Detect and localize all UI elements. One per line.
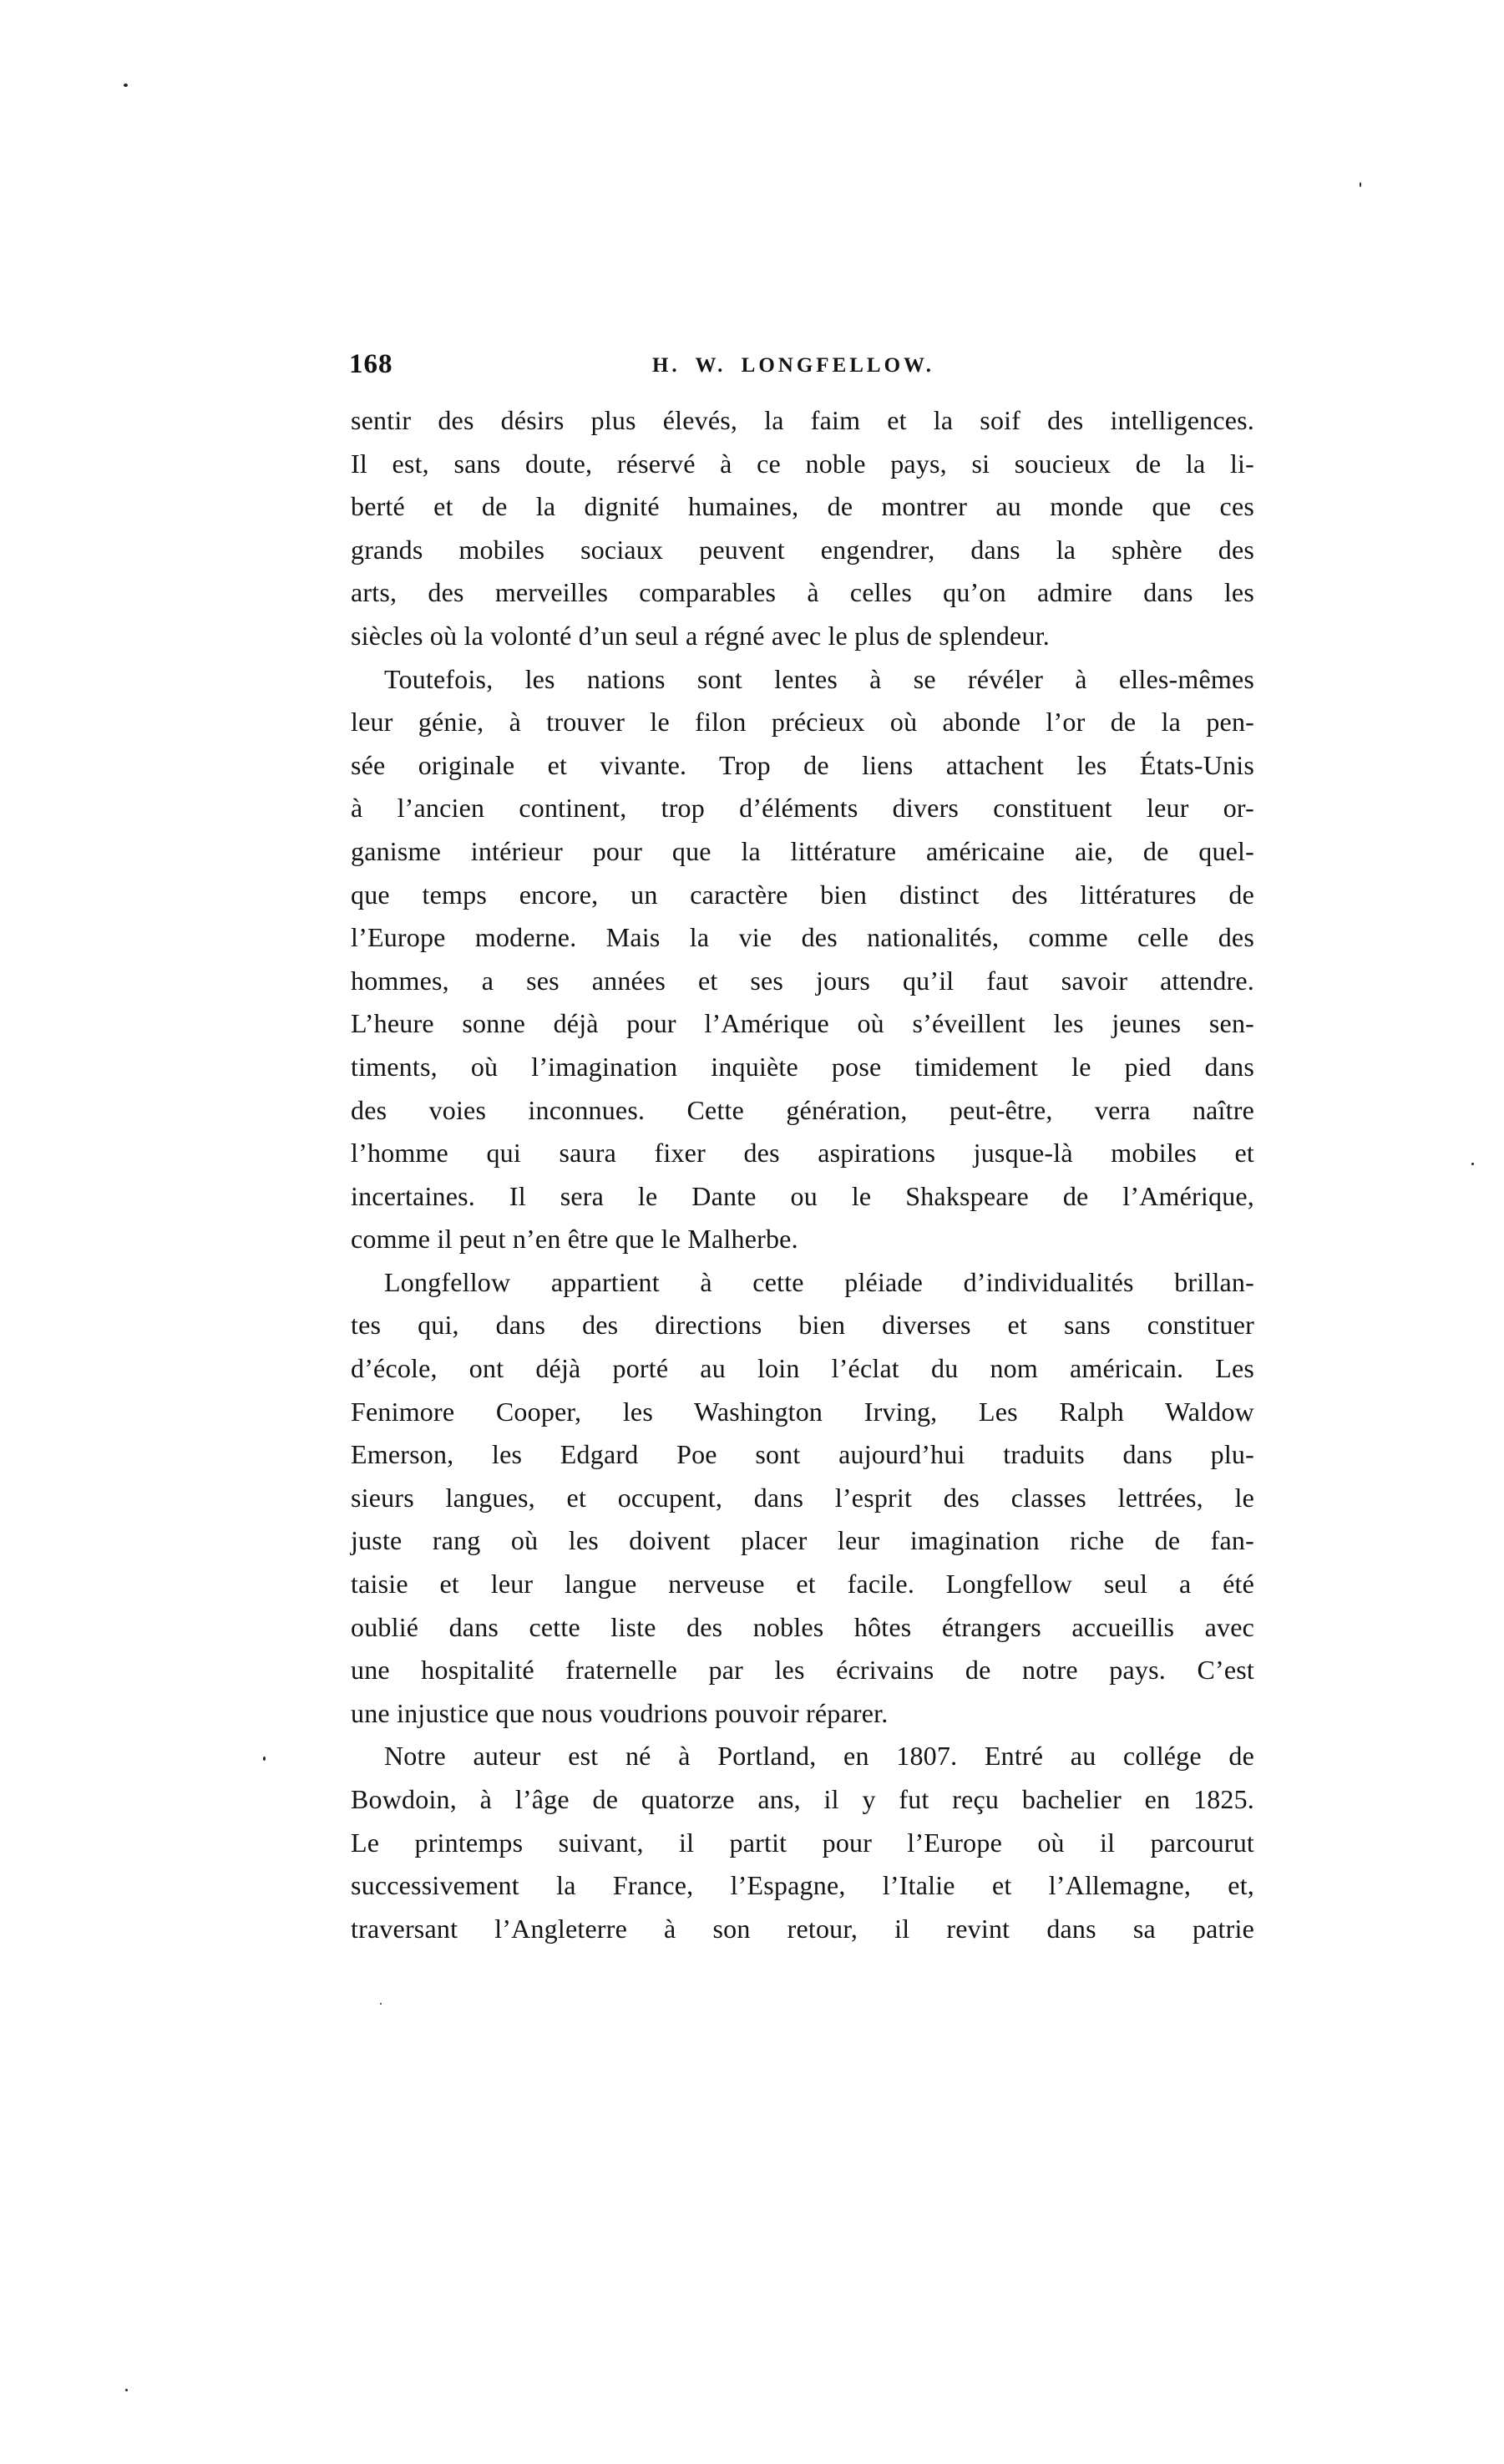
text-line: Longfellow appartient à cette pléiade d’individualités brillan- bbox=[384, 1266, 1254, 1297]
text-line: l’homme qui saura fixer des aspirations jusque-là mobiles et bbox=[351, 1138, 1254, 1169]
scan-speck bbox=[124, 84, 128, 87]
text-line: successivement la France, l’Espagne, l’Italie et l’Allemagne, et, bbox=[351, 1870, 1254, 1901]
text-line: siècles où la volonté d’un seul a régné avec le plus de splendeur. bbox=[351, 620, 1050, 651]
text-line: sentir des désirs plus élevés, la faim et la soif des intelligences. bbox=[351, 405, 1254, 435]
scan-speck bbox=[125, 2389, 128, 2391]
text-line: grands mobiles sociaux peuvent engendrer, dans la sphère des bbox=[351, 534, 1254, 565]
text-line: que temps encore, un caractère bien distinct des littératures de bbox=[351, 879, 1254, 910]
text-line: Fenimore Cooper, les Washington Irving, Les Ralph Waldow bbox=[351, 1396, 1254, 1427]
scan-speck bbox=[1471, 1163, 1474, 1165]
paragraph bbox=[351, 1261, 1254, 1736]
text-line: une injustice que nous voudrions pouvoir réparer. bbox=[351, 1697, 889, 1728]
text-line: oublié dans cette liste des nobles hôtes étrangers accueillis avec bbox=[351, 1611, 1254, 1642]
text-line: des voies inconnues. Cette génération, peut-être, verra naître bbox=[351, 1094, 1254, 1125]
text-line: leur génie, à trouver le filon précieux où abonde l’or de la pen- bbox=[351, 707, 1254, 738]
text-line: sieurs langues, et occupent, dans l’esprit des classes lettrées, le bbox=[351, 1482, 1254, 1513]
text-line: à l’ancien continent, trop d’éléments divers constituent leur or- bbox=[351, 793, 1254, 824]
scan-speck bbox=[380, 2003, 382, 2005]
text-line: incertaines. Il sera le Dante ou le Shakspeare de l’Amérique, bbox=[351, 1180, 1254, 1211]
scan-speck bbox=[1360, 182, 1361, 187]
text-line: hommes, a ses années et ses jours qu’il faut savoir attendre. bbox=[351, 965, 1254, 996]
text-line: berté et de la dignité humaines, de montrer au monde que ces bbox=[351, 491, 1254, 522]
text-line: ganisme intérieur pour que la littérature américaine aie, de quel- bbox=[351, 835, 1254, 866]
paragraph bbox=[351, 399, 1254, 658]
text-line: Emerson, les Edgard Poe sont aujourd’hui traduits dans plu- bbox=[351, 1439, 1254, 1470]
text-line: comme il peut n’en être que le Malherbe. bbox=[351, 1224, 798, 1255]
text-line: d’école, ont déjà porté au loin l’éclat du nom américain. Les bbox=[351, 1353, 1254, 1384]
text-line: Il est, sans doute, réservé à ce noble pays, si soucieux de la li- bbox=[351, 448, 1254, 479]
text-line: taisie et leur langue nerveuse et facile. Longfellow seul a été bbox=[351, 1569, 1254, 1600]
body-text bbox=[351, 399, 1254, 1950]
text-line: arts, des merveilles comparables à celles qu’on admire dans les bbox=[351, 577, 1254, 608]
running-head: H. W. LONGFELLOW. bbox=[651, 354, 935, 377]
text-line: timents, où l’imagination inquiète pose timidement le pied dans bbox=[351, 1051, 1254, 1082]
text-line: sée originale et vivante. Trop de liens attachent les États-Unis bbox=[351, 749, 1254, 780]
text-line: Le printemps suivant, il partit pour l’Europe où il parcourut bbox=[351, 1827, 1254, 1858]
paragraph bbox=[351, 658, 1254, 1261]
page-number: 168 bbox=[349, 349, 393, 379]
text-line: Bowdoin, à l’âge de quatorze ans, il y fut reçu bachelier en 1825. bbox=[351, 1784, 1254, 1814]
text-line: traversant l’Angleterre à son retour, il revint dans sa patrie bbox=[351, 1913, 1254, 1944]
paragraph bbox=[351, 1735, 1254, 1950]
text-line: Toutefois, les nations sont lentes à se révéler à elles-mêmes bbox=[384, 663, 1254, 694]
text-line: L’heure sonne déjà pour l’Amérique où s’éveillent les jeunes sen- bbox=[351, 1008, 1254, 1039]
text-line: l’Europe moderne. Mais la vie des nationalités, comme celle des bbox=[351, 922, 1254, 953]
text-line: juste rang où les doivent placer leur imagination riche de fan- bbox=[351, 1525, 1254, 1556]
text-line: Notre auteur est né à Portland, en 1807. Entré au collége de bbox=[384, 1741, 1254, 1772]
text-line: une hospitalité fraternelle par les écrivains de notre pays. C’est bbox=[351, 1655, 1254, 1686]
text-line: tes qui, dans des directions bien diverses et sans constituer bbox=[351, 1310, 1254, 1341]
scan-speck bbox=[263, 1757, 266, 1761]
